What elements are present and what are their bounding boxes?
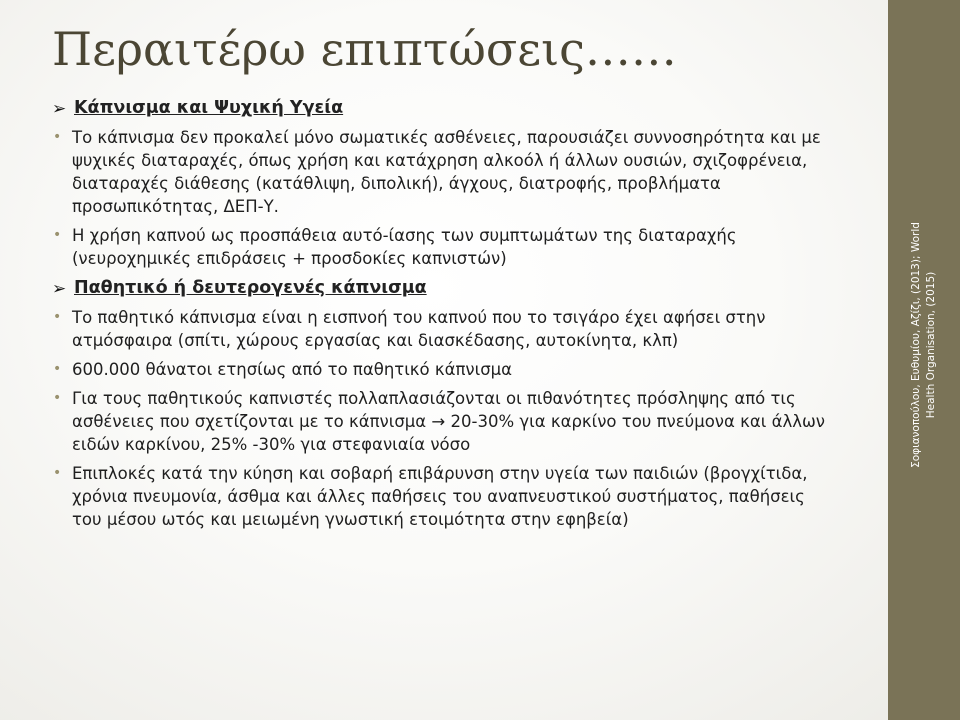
- bullet-dot-icon: •: [53, 227, 62, 243]
- section-heading-passive-smoking: [52, 276, 832, 300]
- slide-title: Περαιτέρω επιπτώσεις……: [52, 22, 677, 76]
- list-item-text: Για τους παθητικούς καπνιστές πολλαπλασιάζονται οι πιθανότητες πρόσληψης από τις ασθένειες που σχετίζονται με το κάπνισμα → 20-30% για καρκίνο του πνεύμονα και άλλων ειδών καρκίνου, 25% -30% για στεφανιαία νόσο: [72, 389, 826, 454]
- list-item-text: 600.000 θάνατοι ετησίως από το παθητικό κάπνισμα: [72, 360, 513, 379]
- bullet-dot-icon: •: [53, 465, 62, 481]
- list-item: [52, 224, 832, 270]
- arrow-bullet-icon: ➢: [52, 279, 67, 299]
- list-item: [52, 358, 832, 381]
- citation-note: Σοφιανοπούλου, Ευθυμίου, Αζίζι, (2013); World Health Organisation, (2015): [910, 222, 937, 468]
- list-item-text: Η χρήση καπνού ως προσπάθεια αυτό-ίασης των συμπτωμάτων της διαταραχής (νευροχημικές επιδράσεις + προσδοκίες καπνιστών): [72, 226, 737, 268]
- bullet-dot-icon: •: [53, 309, 62, 325]
- list-item: [52, 387, 832, 456]
- slide-content: [52, 96, 832, 537]
- arrow-bullet-icon: ➢: [52, 99, 67, 119]
- list-item: [52, 306, 832, 352]
- list-item: [52, 126, 832, 218]
- section-heading-text: Παθητικό ή δευτερογενές κάπνισμα: [74, 278, 427, 298]
- sidebar-band: [888, 0, 960, 720]
- section-heading-text: Κάπνισμα και Ψυχική Υγεία: [74, 98, 344, 118]
- list-item-text: Το κάπνισμα δεν προκαλεί μόνο σωματικές ασθένειες, παρουσιάζει συννοσηρότητα και με ψυχικές διαταραχές, όπως χρήση και κατάχρηση αλκοόλ ή άλλων ουσιών, σχιζοφρένεια, διαταραχές διάθεσης (κατάθλιψη, διπολική), άγχους, διατροφής, προβλήματα προσωπικότητας, ΔΕΠ-Υ.: [72, 128, 821, 216]
- bullet-dot-icon: •: [53, 361, 62, 377]
- list-item-text: Το παθητικό κάπνισμα είναι η εισπνοή του καπνού που το τσιγάρο έχει αφήσει στην ατμόσφαιρα (σπίτι, χώρους εργασίας και διασκέδασης, αυτοκίνητα, κλπ): [72, 308, 766, 350]
- list-item-text: Επιπλοκές κατά την κύηση και σοβαρή επιβάρυνση στην υγεία των παιδιών (βρογχίτιδα, χρόνια πνευμονία, άσθμα και άλλες παθήσεις του αναπνευστικού συστήματος, παθήσεις του μέσου ωτός και μειωμένη γνωστική ετοιμότητα στην εφηβεία): [72, 464, 808, 529]
- bullet-dot-icon: •: [53, 129, 62, 145]
- bullet-dot-icon: •: [53, 390, 62, 406]
- section-heading-smoking-mental-health: [52, 96, 832, 120]
- list-item: [52, 462, 832, 531]
